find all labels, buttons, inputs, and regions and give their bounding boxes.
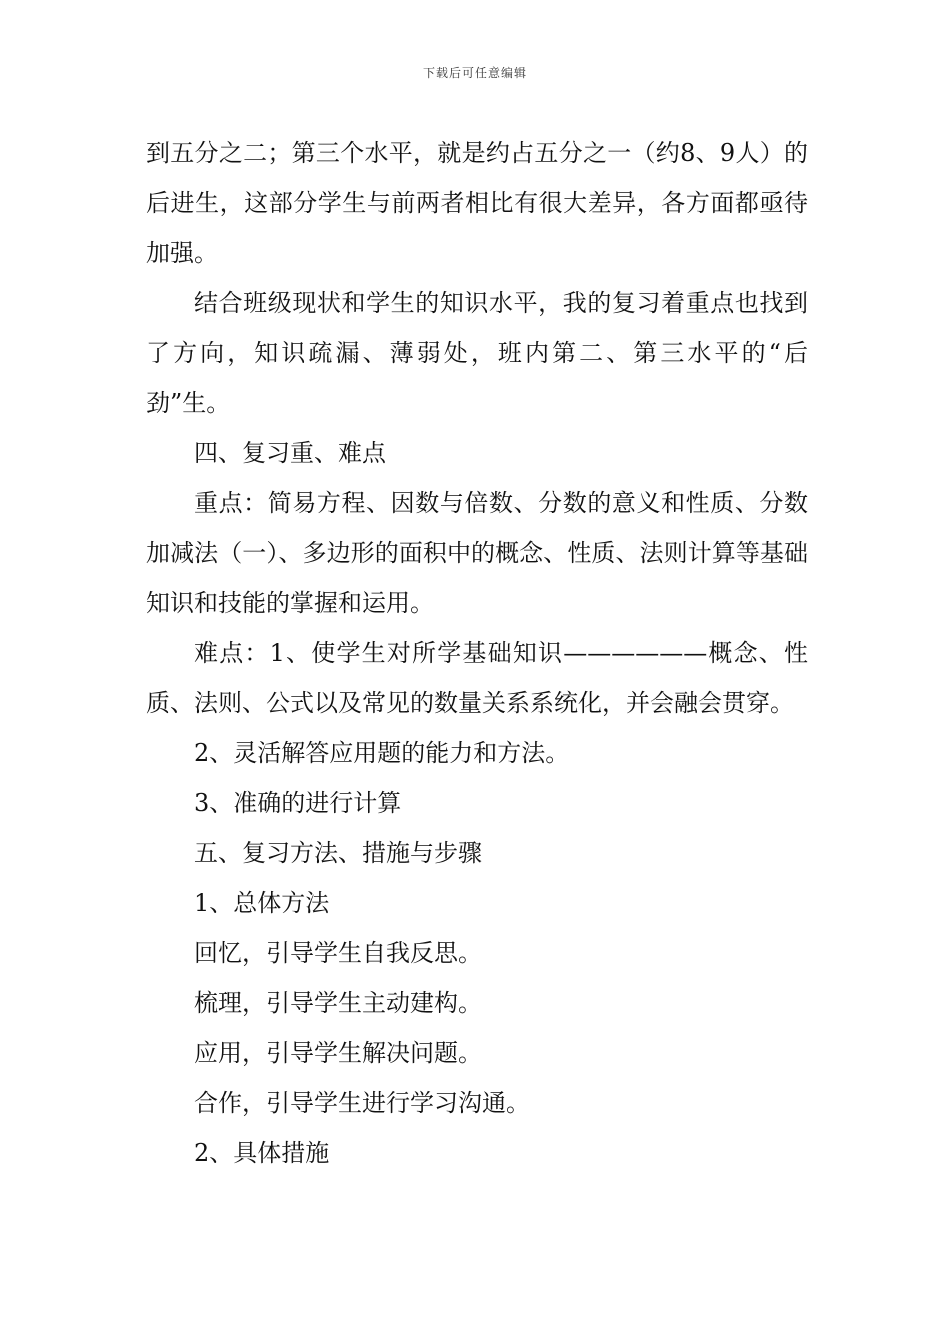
method-cooperate: 合作，引导学生进行学习沟通。: [194, 1089, 530, 1117]
subheading-specific-measures: 2、具体措施: [194, 1139, 330, 1167]
method-apply: 应用，引导学生解决问题。: [194, 1039, 482, 1067]
paragraph-difficulties: 难点：1、使学生对所学基础知识——————概念、性质、法则、公式以及常见的数量关系系统化，并会融会贯穿。: [146, 639, 808, 717]
paragraph-review-focus: 结合班级现状和学生的知识水平，我的复习着重点也找到了方向，知识疏漏、薄弱处，班内第二、第三水平的“后劲”生。: [146, 289, 808, 417]
method-organize: 梳理，引导学生主动建构。: [194, 989, 482, 1017]
document-body: [146, 128, 808, 1178]
section-heading-methods: 五、复习方法、措施与步骤: [194, 839, 482, 867]
paragraph-difficulty-2: 2、灵活解答应用题的能力和方法。: [194, 739, 570, 767]
paragraph-student-levels: 到五分之二；第三个水平，就是约占五分之一（约8、9人）的后进生，这部分学生与前两者相比有很大差异，各方面都亟待加强。: [146, 139, 808, 267]
section-heading-key-points: 四、复习重、难点: [194, 439, 386, 467]
subheading-overall-method: 1、总体方法: [194, 889, 330, 917]
paragraph-difficulty-3: 3、准确的进行计算: [194, 789, 402, 817]
method-recall: 回忆，引导学生自我反思。: [194, 939, 482, 967]
page-header-note: 下载后可任意编辑: [422, 66, 527, 80]
paragraph-key-points: 重点：简易方程、因数与倍数、分数的意义和性质、分数加减法（一）、多边形的面积中的概念、性质、法则计算等基础知识和技能的掌握和运用。: [146, 489, 808, 617]
